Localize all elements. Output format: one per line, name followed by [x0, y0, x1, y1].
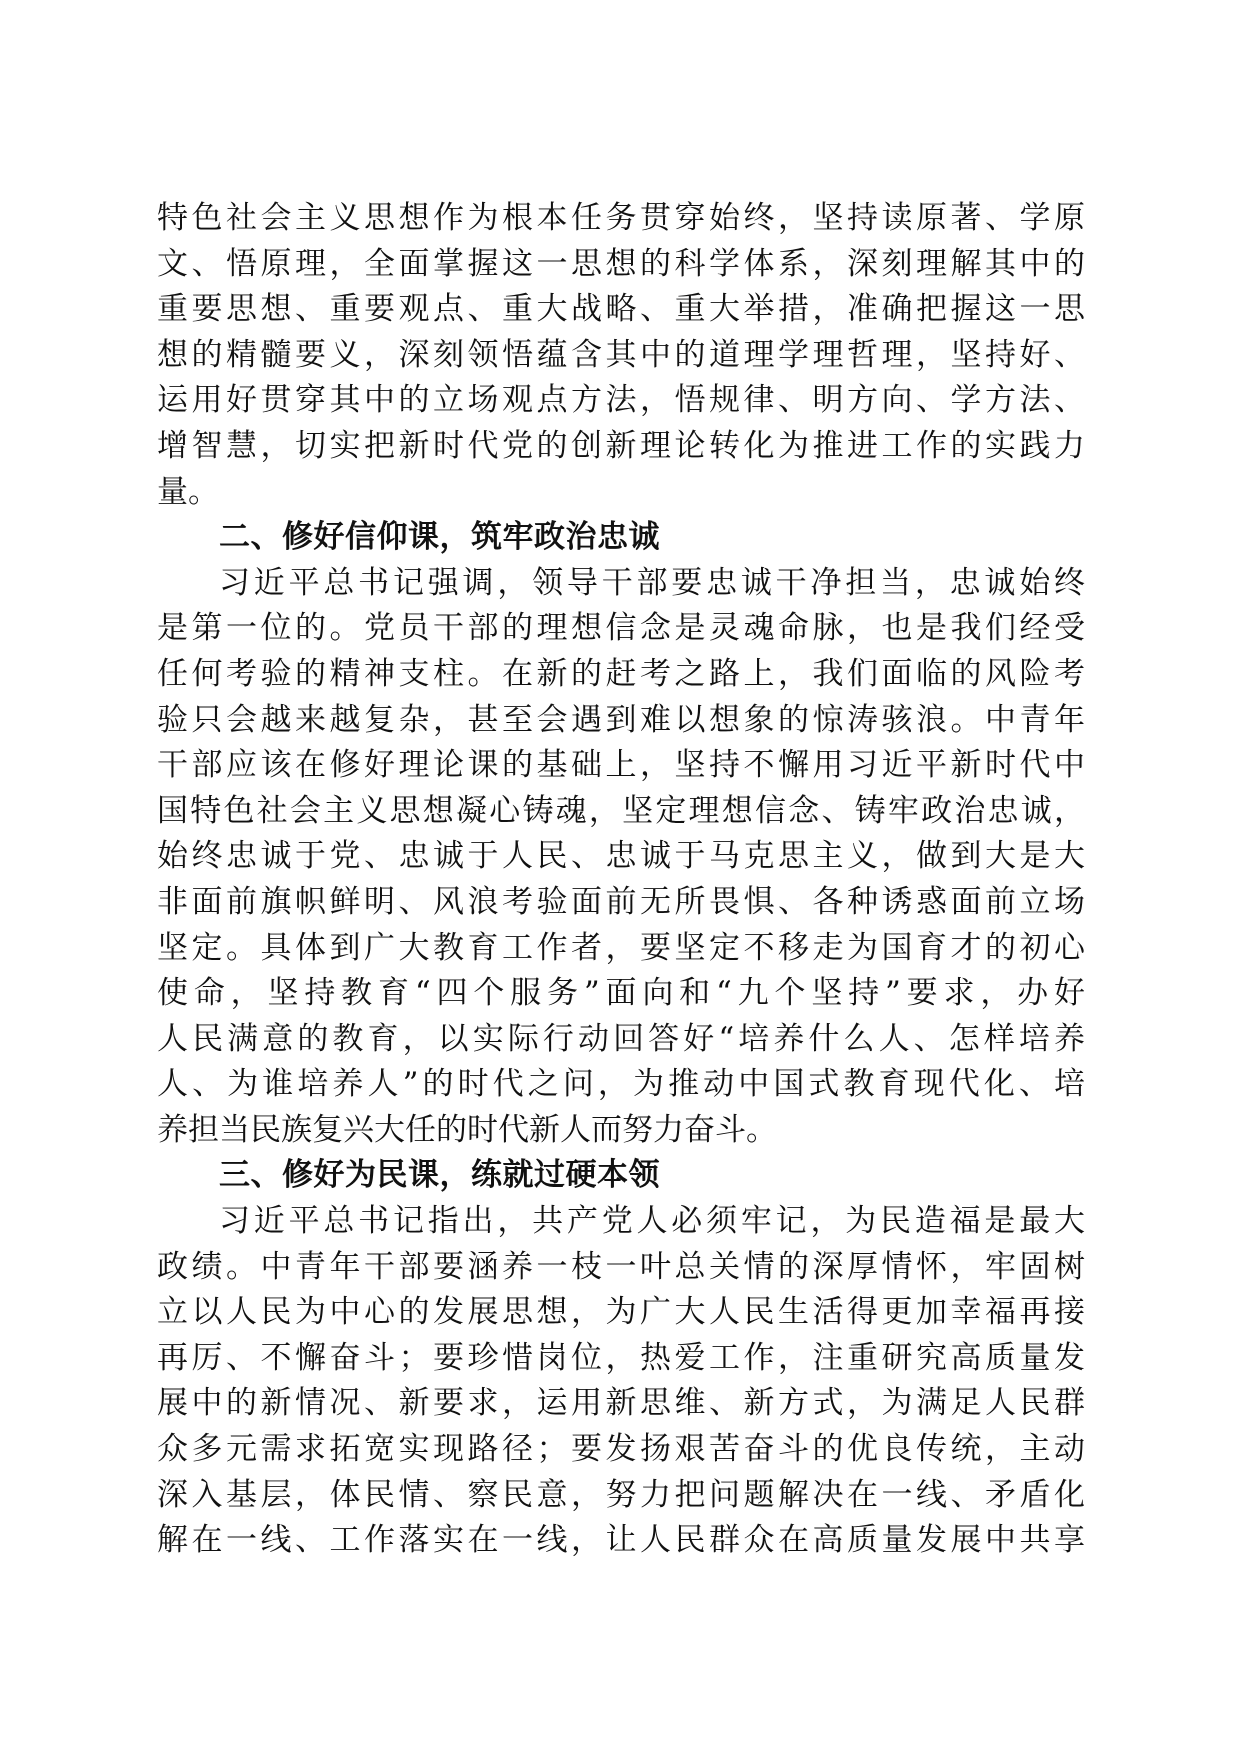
text-line: 深入基层，体民情、察民意，努力把问题解决在一线、矛盾化: [157, 1476, 1085, 1513]
text-line: 国特色社会主义思想凝心铸魂，坚定理想信念、铸牢政治忠诚，: [157, 792, 1085, 829]
text-line: 干部应该在修好理论课的基础上，坚持不懈用习近平新时代中: [157, 747, 1085, 784]
text-line: 重要思想、重要观点、重大战略、重大举措，准确把握这一思: [157, 291, 1085, 328]
paragraph-continued: [157, 196, 1085, 515]
text-line: 展中的新情况、新要求，运用新思维、新方式，为满足人民群: [157, 1385, 1085, 1422]
text-line: 量。: [157, 473, 219, 510]
text-line: 始终忠诚于党、忠诚于人民、忠诚于马克思主义，做到大是大: [157, 838, 1085, 875]
text-line: 是第一位的。党员干部的理想信念是灵魂命脉，也是我们经受: [157, 610, 1085, 647]
text-line: 人民满意的教育，以实际行动回答好“培养什么人、怎样培养: [157, 1020, 1085, 1057]
text-line: 立以人民为中心的发展思想，为广大人民生活得更加幸福再接: [157, 1294, 1085, 1331]
text-line: 增智慧，切实把新时代党的创新理论转化为推进工作的实践力: [157, 427, 1085, 464]
text-line: 想的精髓要义，深刻领悟蕴含其中的道理学理哲理，坚持好、: [157, 336, 1085, 373]
text-line: 坚定。具体到广大教育工作者，要坚定不移走为国育才的初心: [157, 929, 1085, 966]
text-line: 人、为谁培养人”的时代之问，为推动中国式教育现代化、培: [157, 1066, 1085, 1103]
paragraph-people: [157, 1199, 1085, 1564]
text-line: 特色社会主义思想作为根本任务贯穿始终，坚持读原著、学原: [157, 200, 1085, 236]
text-line: 养担当民族复兴大任的时代新人而努力奋斗。: [157, 1111, 777, 1148]
text-line: 文、悟原理，全面掌握这一思想的科学体系，深刻理解其中的: [157, 245, 1085, 282]
text-line: 解在一线、工作落实在一线，让人民群众在高质量发展中共享: [157, 1522, 1085, 1559]
document-body: [157, 196, 1085, 1564]
text-line: 非面前旗帜鲜明、风浪考验面前无所畏惧、各种诱惑面前立场: [157, 883, 1085, 920]
text-line: 验只会越来越复杂，甚至会遇到难以想象的惊涛骇浪。中青年: [157, 701, 1085, 738]
text-line: 政绩。中青年干部要涵养一枝一叶总关情的深厚情怀，牢固树: [157, 1248, 1085, 1285]
text-line: 习近平总书记指出，共产党人必须牢记，为民造福是最大: [219, 1203, 1085, 1240]
section-heading-2: 二、修好信仰课，筑牢政治忠诚: [219, 519, 660, 556]
text-line: 运用好贯穿其中的立场观点方法，悟规律、明方向、学方法、: [157, 382, 1085, 419]
text-line: 使命，坚持教育“四个服务”面向和“九个坚持”要求，办好: [157, 975, 1085, 1012]
text-line: 习近平总书记强调，领导干部要忠诚干净担当，忠诚始终: [219, 564, 1085, 601]
section-heading-3: 三、修好为民课，练就过硬本领: [219, 1157, 660, 1194]
text-line: 众多元需求拓宽实现路径；要发扬艰苦奋斗的优良传统，主动: [157, 1431, 1085, 1468]
paragraph-belief: [157, 561, 1085, 1154]
text-line: 再厉、不懈奋斗；要珍惜岗位，热爱工作，注重研究高质量发: [157, 1339, 1085, 1376]
text-line: 任何考验的精神支柱。在新的赶考之路上，我们面临的风险考: [157, 655, 1085, 692]
